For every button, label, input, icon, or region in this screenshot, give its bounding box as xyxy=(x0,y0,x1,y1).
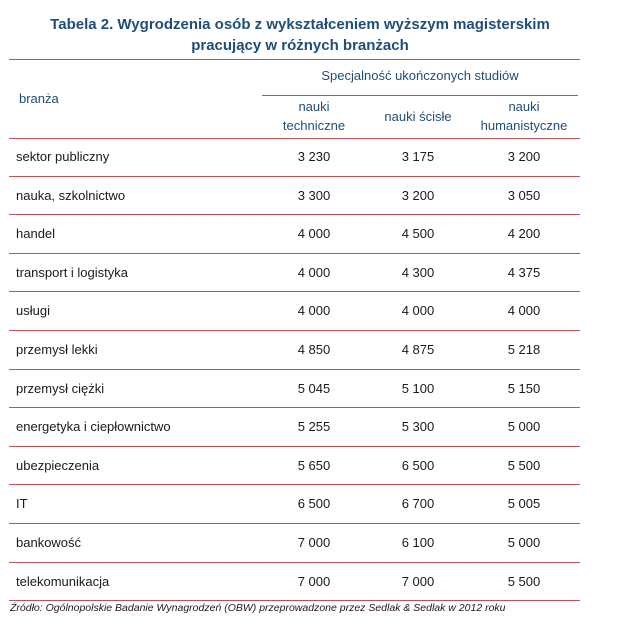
cell-exact: 4 500 xyxy=(401,226,435,242)
row-label: IT xyxy=(16,496,28,512)
row-label: telekomunikacja xyxy=(16,573,110,589)
cell-humanities: 4 200 xyxy=(507,226,541,242)
cell-humanities: 4 375 xyxy=(507,264,541,280)
cell-exact: 6 100 xyxy=(401,534,435,550)
cell-technical: 4 850 xyxy=(297,341,331,357)
cell-technical: 5 650 xyxy=(297,457,331,473)
table-body xyxy=(0,138,617,601)
header-branza: branża xyxy=(19,91,59,106)
header-col-technical-line-1: nauki xyxy=(298,99,330,114)
row-label: nauka, szkolnictwo xyxy=(16,187,126,203)
cell-humanities: 5 150 xyxy=(507,380,541,396)
cell-humanities: 4 000 xyxy=(507,303,541,319)
cell-technical: 5 045 xyxy=(297,380,331,396)
cell-exact: 5 300 xyxy=(401,419,435,435)
cell-exact: 3 175 xyxy=(401,149,435,164)
cell-technical: 4 000 xyxy=(297,264,331,280)
table-title xyxy=(0,14,600,56)
row-label: transport i logistyka xyxy=(16,264,128,280)
row-label: bankowość xyxy=(16,534,82,550)
table-row xyxy=(0,485,617,524)
cell-exact: 4 000 xyxy=(401,303,435,319)
cell-exact: 6 700 xyxy=(401,496,435,512)
cell-technical: 6 500 xyxy=(297,496,331,512)
table-row xyxy=(0,292,617,331)
cell-exact: 7 000 xyxy=(401,573,435,589)
cell-humanities: 3 200 xyxy=(507,149,541,164)
row-label: energetyka i ciepłownictwo xyxy=(16,419,171,435)
cell-technical: 7 000 xyxy=(297,534,331,550)
cell-exact: 6 500 xyxy=(401,457,435,473)
row-label: ubezpieczenia xyxy=(16,457,100,473)
cell-exact: 3 200 xyxy=(401,187,435,203)
header-col-technical-line-2: techniczne xyxy=(282,118,346,133)
table-title-line-2: pracujący w różnych branżach xyxy=(191,37,409,54)
table-row xyxy=(0,563,617,602)
table-row xyxy=(0,408,617,447)
table-row xyxy=(0,370,617,409)
row-label: usługi xyxy=(16,303,50,319)
cell-exact: 4 875 xyxy=(401,341,435,357)
header-col-exact xyxy=(366,107,470,126)
cell-technical: 3 300 xyxy=(297,187,331,203)
row-label: przemysł ciężki xyxy=(16,380,105,396)
header-col-humanities-line-2: humanistyczne xyxy=(480,118,568,133)
row-label: handel xyxy=(16,226,56,242)
cell-humanities: 5 005 xyxy=(507,496,541,512)
table-row xyxy=(0,138,617,177)
cell-technical: 4 000 xyxy=(297,226,331,242)
header-col-exact-line-1: nauki ścisłe xyxy=(384,109,452,124)
cell-technical: 3 230 xyxy=(297,149,331,164)
cell-technical: 7 000 xyxy=(297,573,331,589)
header-col-technical xyxy=(262,97,366,135)
table-row xyxy=(0,331,617,370)
header-specialty: Specjalność ukończonych studiów xyxy=(321,68,519,83)
specialty-rule xyxy=(262,95,578,96)
table-title-line-1: Tabela 2. Wygrodzenia osób z wykształceniem wyższym magisterskim xyxy=(50,16,550,33)
row-label: sektor publiczny xyxy=(16,149,110,164)
cell-humanities: 5 500 xyxy=(507,573,541,589)
cell-technical: 5 255 xyxy=(297,419,331,435)
cell-humanities: 5 500 xyxy=(507,457,541,473)
table-row xyxy=(0,447,617,486)
source-note: Źródło: Ogólnopolskie Badanie Wynagrodzeń (OBW) przeprowadzone przez Sedlak & Sedlak w 2012 roku xyxy=(10,602,506,614)
table-row xyxy=(0,177,617,216)
row-label: przemysł lekki xyxy=(16,341,98,357)
cell-humanities: 5 218 xyxy=(507,341,541,357)
cell-humanities: 5 000 xyxy=(507,419,541,435)
cell-technical: 4 000 xyxy=(297,303,331,319)
header-col-humanities xyxy=(470,97,578,135)
cell-humanities: 3 050 xyxy=(507,187,541,203)
cell-humanities: 5 000 xyxy=(507,534,541,550)
table-row xyxy=(0,524,617,563)
cell-exact: 4 300 xyxy=(401,264,435,280)
top-rule xyxy=(9,59,580,60)
table-row xyxy=(0,254,617,293)
header-col-humanities-line-1: nauki xyxy=(508,99,540,114)
table-row xyxy=(0,215,617,254)
cell-exact: 5 100 xyxy=(401,380,435,396)
